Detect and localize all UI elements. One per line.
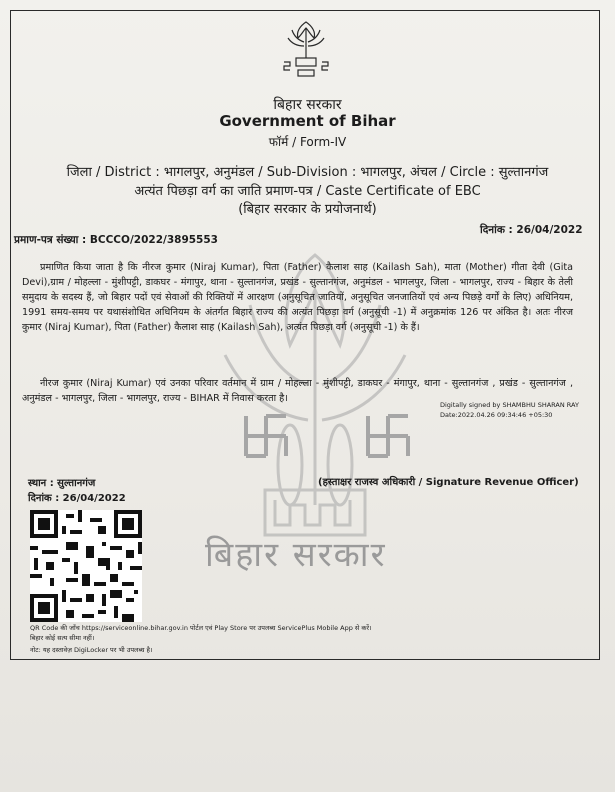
certificate-purpose: (बिहार सरकार के प्रयोजनार्थ) [238, 202, 377, 217]
qr-code-icon [30, 510, 142, 622]
certificate-number: प्रमाण-पत्र संख्या : BCCCO/2022/3895553 [14, 234, 218, 246]
org-name-hindi: बिहार सरकार [273, 97, 342, 113]
issue-place: स्थान : सुल्तानगंज [28, 478, 96, 489]
signature-officer: (हस्ताक्षर राजस्व अधिकारी / Signature Revenue Officer) [318, 477, 579, 488]
org-name-english: Government of Bihar [219, 112, 396, 130]
digital-signature-line-1: Digitally signed by SHAMBHU SHARAN RAY [440, 401, 579, 409]
bihar-emblem-icon [276, 18, 336, 80]
form-number: फॉर्म / Form-IV [268, 135, 347, 149]
certificate-body-paragraph-2: नीरज कुमार (Niraj Kumar) एवं उनका परिवार वर्तमान में ग्राम / मोहल्ला - मुंशीपट्टी, डाकघर - मंगापुर, थाना - सुल्तानगंज , प्रखंड - सुल्तानगंज , अनुमंडल - भागलपुर, जिला - भागलपुर, राज्य - BIHAR में निवास करता है। [22, 378, 573, 404]
footer-date: दिनांक : 26/04/2022 [28, 493, 126, 504]
certificate-title: अत्यंत पिछड़ा वर्ग का जाति प्रमाण-पत्र / Caste Certificate of EBC [134, 184, 481, 199]
digilocker-note: नोट: यह दस्तावेज़ DigiLocker पर भी उपलब्ध है। [30, 646, 153, 654]
certificate-body-paragraph-1: प्रमाणित किया जाता है कि नीरज कुमार (Niraj Kumar), पिता (Father) कैलाश साह (Kailash Sah), माता (Mother) गीता देवी (Gita Devi),ग्राम / मोहल्ला - मुंशीपट्टी, डाकघर - मंगापुर, थाना - सुल्तानगंज, प्रखंड - सुल्तानगंज, अनुमंडल - भागलपुर, जिला - भागलपुर, राज्य - बिहार के तेली समुदाय के सदस्य हैं, जो बिहार पदों एवं सेवाओं की रिक्तियों में आरक्षण (अनुसूचित जातियों, अनुसूचित जनजातियों एवं अन्य पिछड़े वर्गों के लिए) अधिनियम, 1991 समय-समय पर यथासंशोधित अधिनियम के अंतर्गत बिहार राज्य की अत्यंत पिछड़ा वर्ग (अनुसूची -1) में अनुक्रमांक 126 पर अंकित है। अतः नीरज कुमार (Niraj Kumar), पिता (Father) कैलाश साह (Kailash Sah), अत्यंत पिछड़ा वर्ग (अनुसूची -1) के हैं। [22, 262, 573, 333]
swastika-left-icon [240, 410, 292, 462]
qr-verification-note: QR Code की जाँच https://serviceonline.bihar.gov.in पोर्टल एवं Play Store पर उपलब्ध ServicePlus Mobile App से करें। [30, 624, 372, 632]
issue-date: दिनांक : 26/04/2022 [480, 224, 583, 236]
watermark-text: बिहार सरकार [205, 535, 387, 575]
digital-signature-line-2: Date:2022.04.26 09:34:46 +05:30 [440, 411, 553, 419]
swastika-right-icon [362, 410, 414, 462]
admin-line: जिला / District : भागलपुर, अनुमंडल / Sub-Division : भागलपुर, अंचल / Circle : सुल्तानगंज [66, 165, 549, 180]
note-line-2: बिहार कोई सत्य सीमा नहीं। [30, 634, 95, 642]
